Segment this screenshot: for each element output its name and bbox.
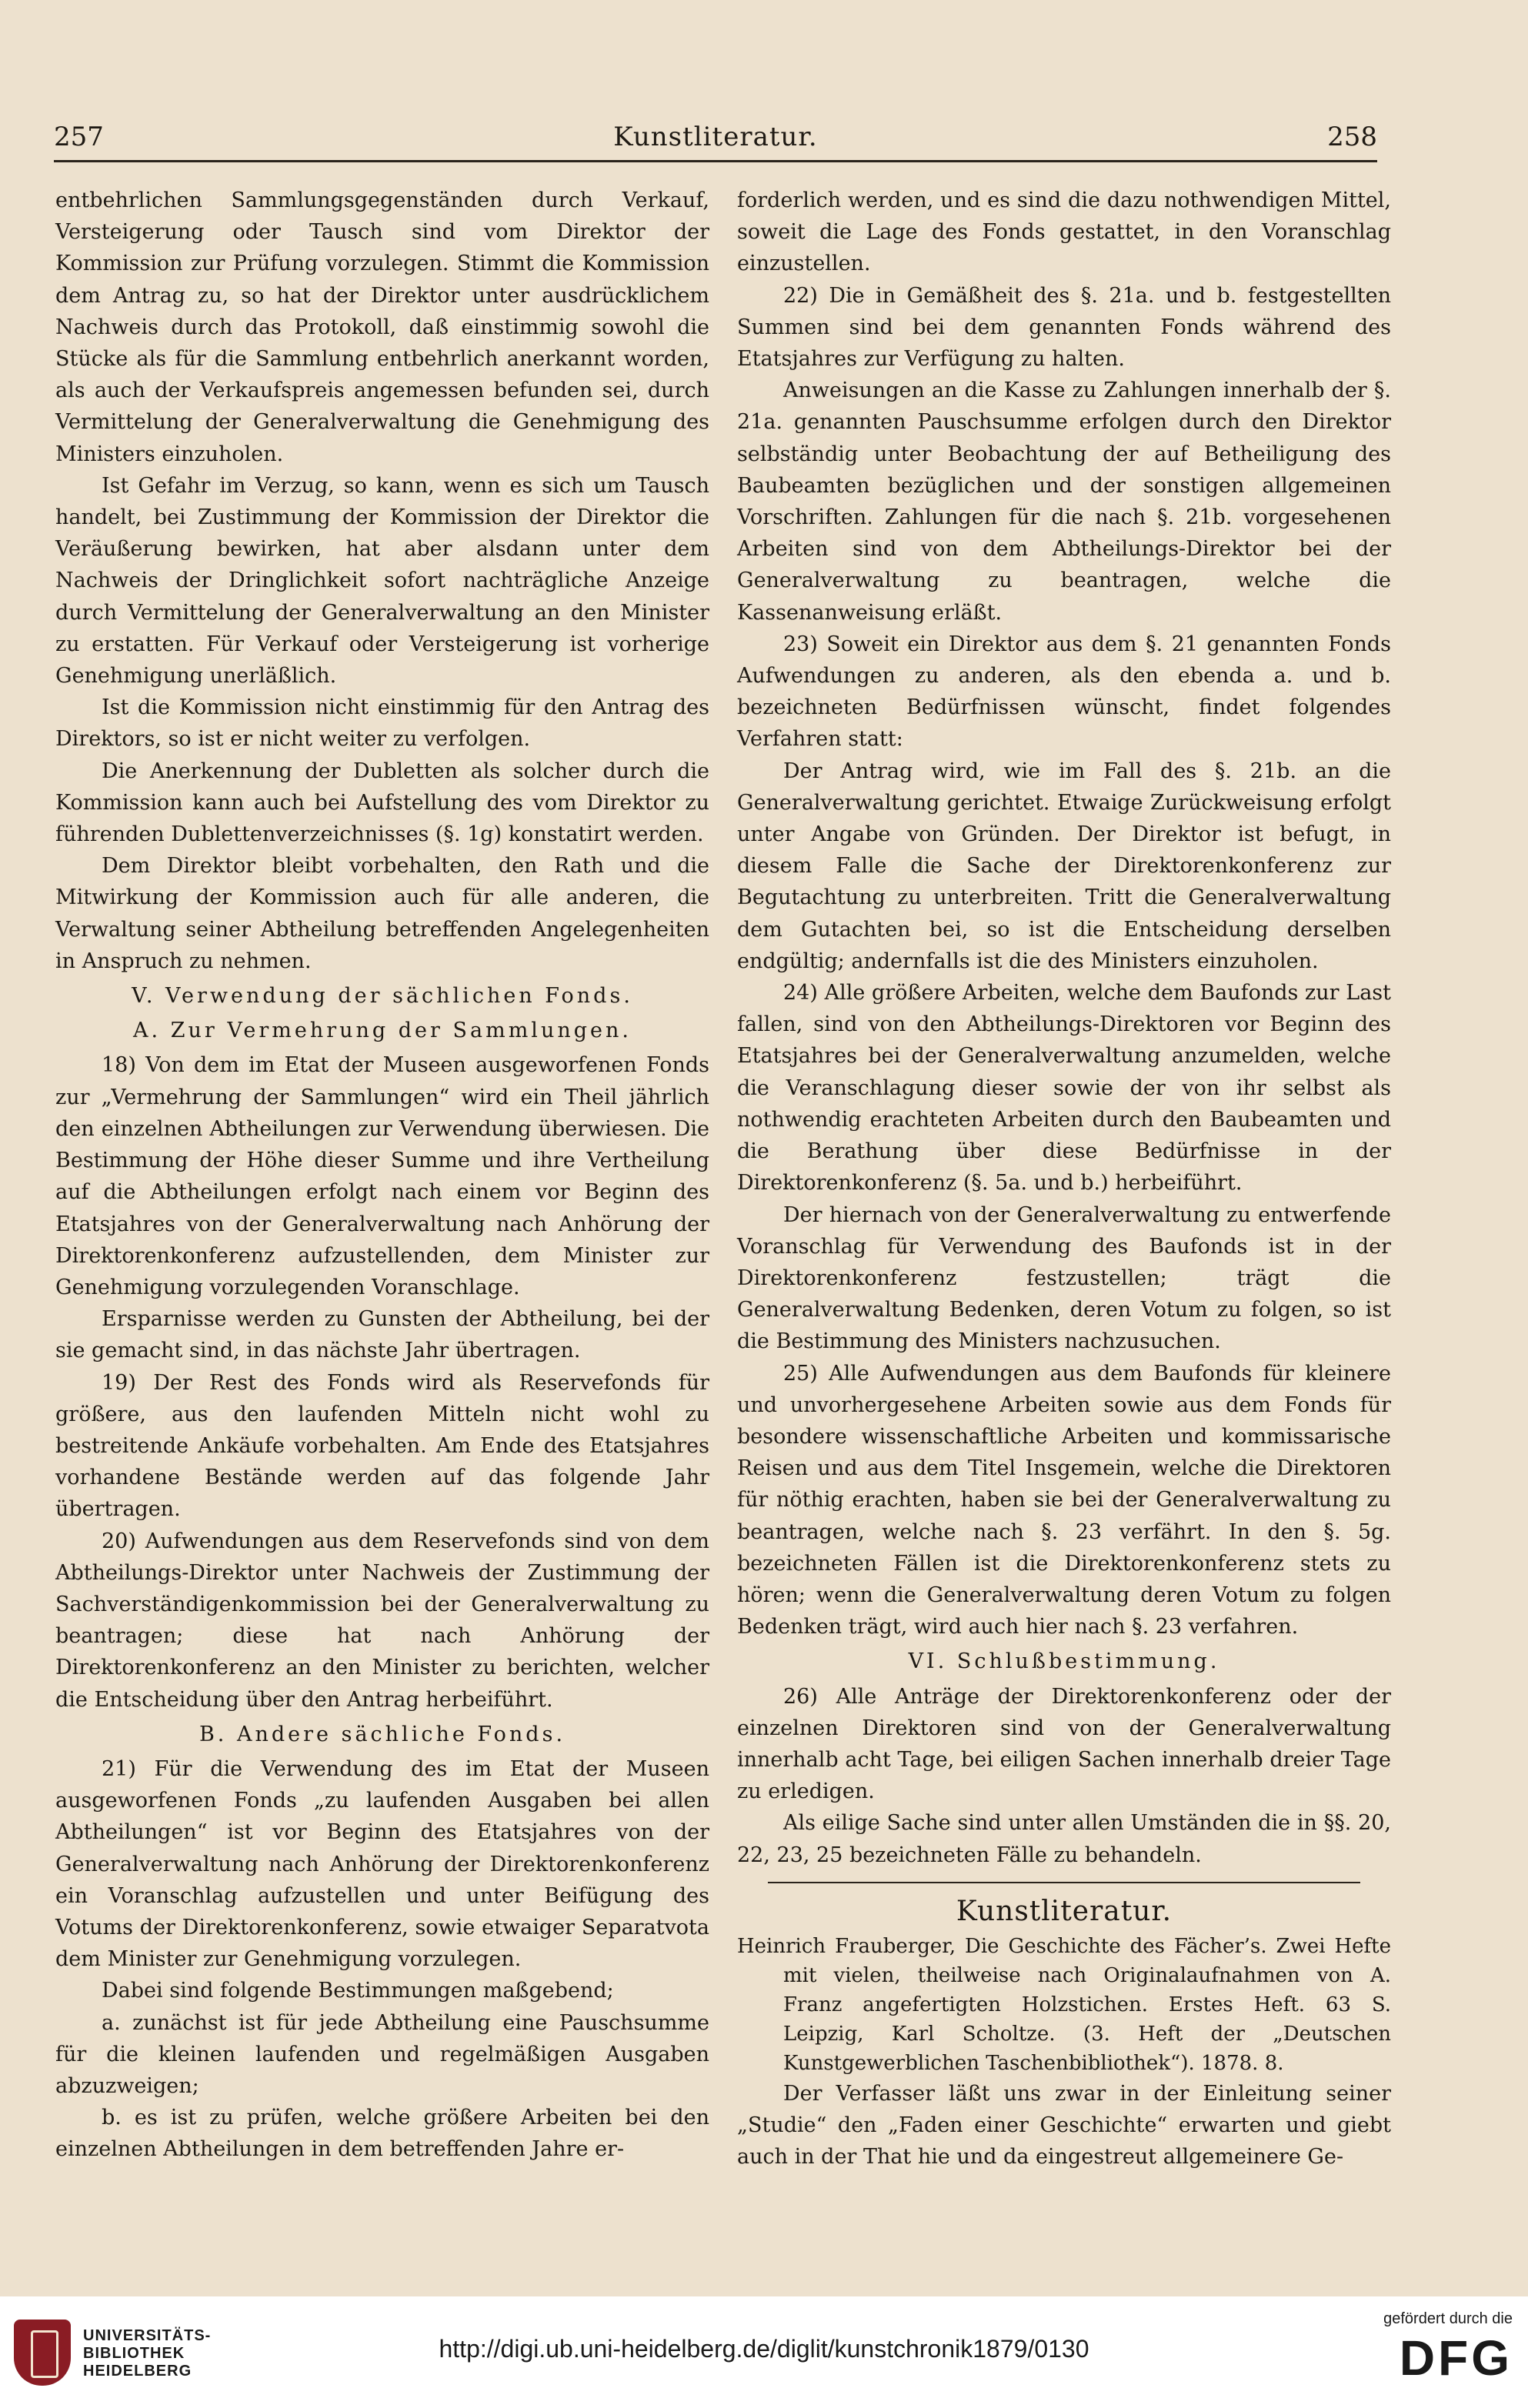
paragraph: 22) Die in Gemäßheit des §. 21a. und b. festgestellten Summen sind bei dem genannten Fonds während des Etatsjahres zur Verfügung zu halten.: [737, 283, 1391, 372]
paragraph: Anweisungen an die Kasse zu Zahlungen innerhalb der §. 21a. genannten Pauschsumme erfolgen durch den Direktor selbständig unter Beobachtung der auf Betheiligung des Baubeamten bezüglichen und der sonstigen allgemeinen Vorschriften. Zahlungen für die nach §. 21b. vorgesehenen Arbeiten sind von dem Abtheilungs-Direktor bei der Generalverwaltung zu beantragen, welche die Kassenanweisung erläßt.: [737, 379, 1391, 625]
section-heading: V. Verwendung der sächlichen Fonds.: [132, 984, 633, 1009]
paragraph: Die Anerkennung der Dubletten als solcher durch die Kommission kann auch bei Aufstellung des vom Direktor zu führenden Dublettenverzeichnisses (§. 1g) konstatirt werden.: [55, 759, 709, 847]
funded-by-label: gefördert durch die: [1383, 2310, 1513, 2327]
paragraph: 25) Alle Aufwendungen aus dem Baufonds für kleinere und unvorhergesehene Arbeiten sowie aus dem Fonds für besondere wissenschaftliche Arbeiten und kommissarische Reisen und aus dem Titel Insgemein, welche die Direktoren für nöthig erachten, haben sie bei der Generalverwaltung zu beantragen, welche nach §. 23 verfährt. In den §. 5g. bezeichneten Fällen ist die Direktorenkonferenz stets zu hören; wenn die Generalverwaltung deren Votum zu folgen Bedenken trägt, wird auch hier nach §. 23 verfahren.: [737, 1361, 1391, 1639]
library-name: UNIVERSITÄTS- BIBLIOTHEK HEIDELBERG: [83, 2327, 212, 2380]
paragraph: forderlich werden, und es sind die dazu nothwendigen Mittel, soweit die Lage des Fonds gestattet, in den Voranschlag einzustellen.: [737, 188, 1391, 276]
paragraph: Ist Gefahr im Verzug, so kann, wenn es sich um Tausch handelt, bei Zustimmung der Kommission der Direktor die Veräußerung bewirken, hat aber alsdann unter dem Nachweis der Dringlichkeit sofort nachträgliche Anzeige durch Vermittelung der Generalverwaltung an den Minister zu erstatten. Für Verkauf oder Versteigerung ist vorherige Genehmigung unerläßlich.: [55, 473, 709, 689]
right-column: [737, 185, 1391, 2173]
paragraph: Ist die Kommission nicht einstimmig für den Antrag des Direktors, so ist er nicht weiter zu verfolgen.: [55, 695, 709, 752]
section-divider: [768, 1882, 1360, 1883]
paragraph: 23) Soweit ein Direktor aus dem §. 21 genannten Fonds Aufwendungen zu anderen, als den ebenda a. und b. bezeichneten Bedürfnissen wünscht, findet folgendes Verfahren statt:: [737, 632, 1391, 752]
book-citation: Heinrich Frauberger, Die Geschichte des Fächer’s. Zwei Hefte mit vielen, theilweise nach Originalaufnahmen von A. Franz angefertigten Holzstichen. Erstes Heft. 63 S. Leipzig, Karl Scholtze. (3. Heft der „Deutschen Kunstgewerblichen Taschenbibliothek“). 1878. 8.: [737, 1934, 1391, 2075]
paragraph: Ersparnisse werden zu Gunsten der Abtheilung, bei der sie gemacht sind, in das nächste Jahr übertragen.: [55, 1307, 709, 1363]
paragraph: Der hiernach von der Generalverwaltung zu entwerfende Voranschlag für Verwendung des Baufonds ist in der Direktorenkonferenz festzustellen; trägt die Generalverwaltung Bedenken, deren Votum zu folgen, so ist die Bestimmung des Ministers nachzusuchen.: [737, 1202, 1391, 1354]
section-heading: VI. Schlußbestimmung.: [908, 1649, 1220, 1674]
university-library-logo[interactable]: [14, 2304, 214, 2400]
section-title-kunstliteratur: Kunstliteratur.: [956, 1895, 1173, 1927]
paragraph: Dabei sind folgende Bestimmungen maßgebend;: [102, 1979, 614, 2003]
paragraph: 26) Alle Anträge der Direktorenkonferenz oder der einzelnen Direktoren sind von der Generalverwaltung innerhalb acht Tage, bei eiligen Sachen innerhalb dreier Tage zu erledigen.: [737, 1684, 1391, 1804]
header-rule: [54, 160, 1377, 162]
paragraph: Als eilige Sache sind unter allen Umständen die in §§. 20, 22, 23, 25 bezeichneten Fälle zu behandeln.: [737, 1811, 1391, 1867]
paragraph: 21) Für die Verwendung des im Etat der Museen ausgeworfenen Fonds „zu laufenden Ausgaben bei allen Abtheilungen“ ist vor Beginn des Etatsjahres von der Generalverwaltung nach Anhörung der Direktorenkonferenz ein Voranschlag aufzustellen und unter Beifügung des Votums der Direktorenkonferenz, sowie etwaiger Separatvota dem Minister zur Genehmigung vorzulegen.: [55, 1756, 709, 1972]
running-head: [54, 115, 1377, 154]
page-number-right: 258: [1327, 122, 1377, 152]
left-column: [55, 185, 709, 2166]
paragraph: Dem Direktor bleibt vorbehalten, den Rath und die Mitwirkung der Kommission auch für alle anderen, die Verwaltung seiner Abtheilung betreffenden Angelegenheiten in Anspruch zu nehmen.: [55, 854, 709, 973]
paragraph: Der Antrag wird, wie im Fall des §. 21b. an die Generalverwaltung gerichtet. Etwaige Zurückweisung erfolgt unter Angabe von Gründen. Der Direktor ist befugt, in diesem Falle die Sache der Direktorenkonferenz zur Begutachtung zu unterbreiten. Tritt die Generalverwaltung dem Gutachten bei, so ist die Entscheidung derselben endgültig; andernfalls ist die des Ministers einzuholen.: [737, 759, 1391, 973]
subsection-heading: B. Andere sächliche Fonds.: [199, 1722, 566, 1746]
permalink-url[interactable]: http://digi.ub.uni-heidelberg.de/diglit/kunstchronik1879/0130: [439, 2335, 1089, 2363]
paragraph: 24) Alle größere Arbeiten, welche dem Baufonds zur Last fallen, sind von den Abtheilungs-Direktoren vor Beginn des Etatsjahres bei der Generalverwaltung anzumelden, welche die Veranschlagung dieser sowie der von ihr selbst als nothwendig erachteten Arbeiten durch den Baubeamten und die Berathung über diese Bedürfnisse in der Direktorenkonferenz (§. 5a. und b.) herbeiführt.: [737, 981, 1391, 1196]
digitization-footer: [0, 2296, 1528, 2408]
paragraph: a. zunächst ist für jede Abtheilung eine Pauschsumme für die kleinen laufenden und regelmäßigen Ausgaben abzuzweigen;: [55, 2010, 709, 2098]
subsection-heading: A. Zur Vermehrung der Sammlungen.: [133, 1019, 632, 1043]
paragraph: 19) Der Rest des Fonds wird als Reservefonds für größere, aus den laufenden Mitteln nicht wohl zu bestreitende Ankäufe vorbehalten. Am Ende des Etatsjahres vorhandene Bestände werden auf das folgende Jahr übertragen.: [55, 1370, 709, 1522]
paragraph: Der Verfasser läßt uns zwar in der Einleitung seiner „Studie“ den „Faden einer Geschichte“ erwarten und giebt auch in der That hie und da eingestreut allgemeinere Ge-: [737, 2081, 1391, 2170]
paragraph: entbehrlichen Sammlungsgegenständen durch Verkauf, Versteigerung oder Tausch sind vom Direktor der Kommission zur Prüfung vorzulegen. Stimmt die Kommission dem Antrag zu, so hat der Direktor unter ausdrücklichem Nachweis durch das Protokoll, daß einstimmig sowohl die Stücke als für die Sammlung entbehrlich anerkannt worden, als auch der Verkaufspreis angemessen befunden sei, durch Vermittelung der Generalverwaltung die Genehmigung des Ministers einzuholen.: [55, 188, 709, 466]
dfg-wordmark: DFG: [1399, 2330, 1513, 2386]
paragraph: 20) Aufwendungen aus dem Reservefonds sind von dem Abtheilungs-Direktor unter Nachweis der Zustimmung der Sachverständigenkommission bei der Generalverwaltung zu beantragen; diese hat nach Anhörung der Direktorenkonferenz an den Minister zu berichten, welcher die Entscheidung über den Antrag herbeiführt.: [55, 1529, 709, 1712]
page-number-left: 257: [54, 122, 104, 152]
running-title: Kunstliteratur.: [613, 122, 818, 152]
dfg-logo[interactable]: [1336, 2310, 1513, 2395]
paragraph: 18) Von dem im Etat der Museen ausgeworfenen Fonds zur „Vermehrung der Sammlungen“ wird ein Theil jährlich den einzelnen Abtheilungen zur Verwendung überwiesen. Die Bestimmung der Höhe dieser Summe und ihre Vertheilung auf die Abtheilungen erfolgt nach einem vor Beginn des Etatsjahres von der Generalverwaltung nach Anhörung der Direktorenkonferenz aufzustellenden, dem Minister zur Genehmigung vorzulegenden Voranschlage.: [55, 1053, 709, 1299]
crest-icon: [14, 2320, 71, 2386]
paragraph: b. es ist zu prüfen, welche größere Arbeiten bei den einzelnen Abtheilungen in dem betreffenden Jahre er-: [55, 2106, 709, 2162]
